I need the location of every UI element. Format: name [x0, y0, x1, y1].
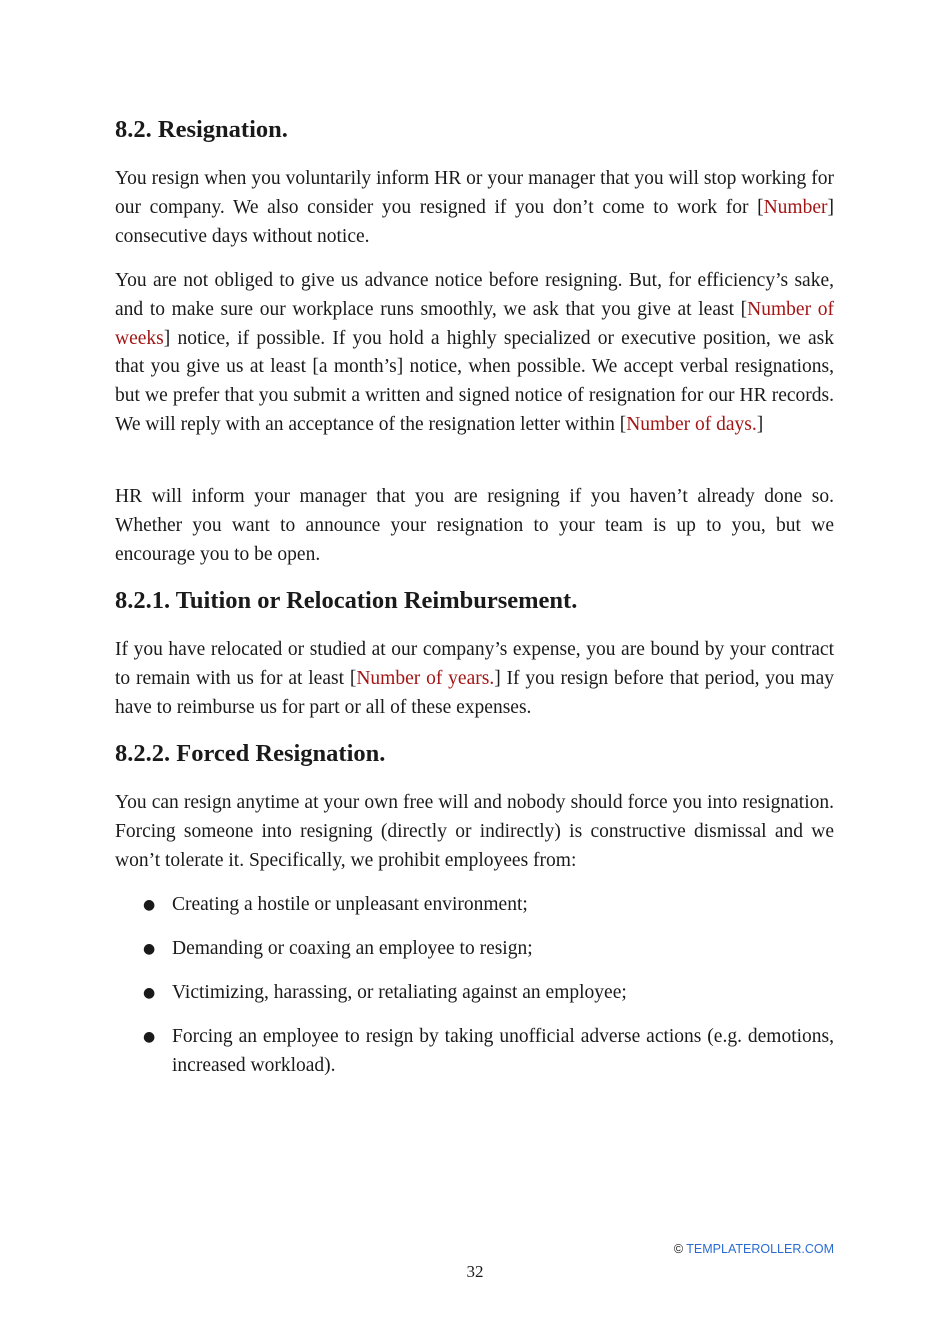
- placeholder-number-of-years: Number of years.: [356, 667, 495, 689]
- bullet-icon: ●: [143, 1029, 156, 1045]
- list-item-text: Creating a hostile or unpleasant environment;: [172, 894, 528, 915]
- paragraph-resignation-definition: You resign when you voluntarily inform HR or your manager that you will stop working for our company. We also consider you resigned if you don’t come to work for [Number] consecutive days without notice.: [115, 168, 834, 247]
- bullet-icon: ●: [143, 985, 156, 1001]
- section-heading-8-2: 8.2. Resignation.: [115, 116, 288, 143]
- paragraph-hr-inform: HR will inform your manager that you are resigning if you haven’t already done so. Whether you want to announce your resignation to your team is up to you, but we encourage you to be open.: [115, 486, 834, 565]
- copyright-icon: ©: [673, 1242, 684, 1256]
- section-heading-8-2-1: 8.2.1. Tuition or Relocation Reimbursement.: [115, 587, 578, 614]
- paragraph-reimbursement: If you have relocated or studied at our company’s expense, you are bound by your contract to remain with us for at least [Number of years.] If you resign before that period, you may have to reimburse us for part or all of these expenses.: [115, 639, 834, 718]
- placeholder-number: Number: [763, 196, 828, 218]
- footer-credit: [674, 1242, 834, 1256]
- brand-link[interactable]: TEMPLATEROLLER.COM: [686, 1242, 834, 1256]
- list-item-text: Victimizing, harassing, or retaliating against an employee;: [172, 982, 627, 1003]
- placeholder-number-of-weeks: Number of weeks: [115, 298, 834, 349]
- list-item-text: Forcing an employee to resign by taking unofficial adverse actions (e.g. demotions, increased workload).: [172, 1026, 834, 1076]
- paragraph-advance-notice: You are not obliged to give us advance notice before resigning. But, for efficiency’s sake, and to make sure our workplace runs smoothly, we ask that you give at least [Number of weeks] notice, if possible. If you hold a highly specialized or executive position, we ask that you give us at least [a month’s] notice, when possible. We accept verbal resignations, but we prefer that you submit a written and signed notice of resignation for our HR records. We will reply with an acceptance of the resignation letter within [Number of days.]: [115, 270, 834, 435]
- placeholder-number-of-days: Number of days.: [626, 413, 757, 435]
- section-heading-8-2-2: 8.2.2. Forced Resignation.: [115, 740, 386, 767]
- bullet-icon: ●: [143, 941, 156, 957]
- paragraph-forced-resignation: You can resign anytime at your own free will and nobody should force you into resignation. Forcing someone into resigning (directly or indirectly) is constructive dismissal and we won’t tolerate it. Specifically, we prohibit employees from:: [115, 792, 834, 871]
- page-number: 32: [466, 1262, 484, 1281]
- bullet-icon: ●: [143, 897, 156, 913]
- list-item-text: Demanding or coaxing an employee to resign;: [172, 938, 533, 959]
